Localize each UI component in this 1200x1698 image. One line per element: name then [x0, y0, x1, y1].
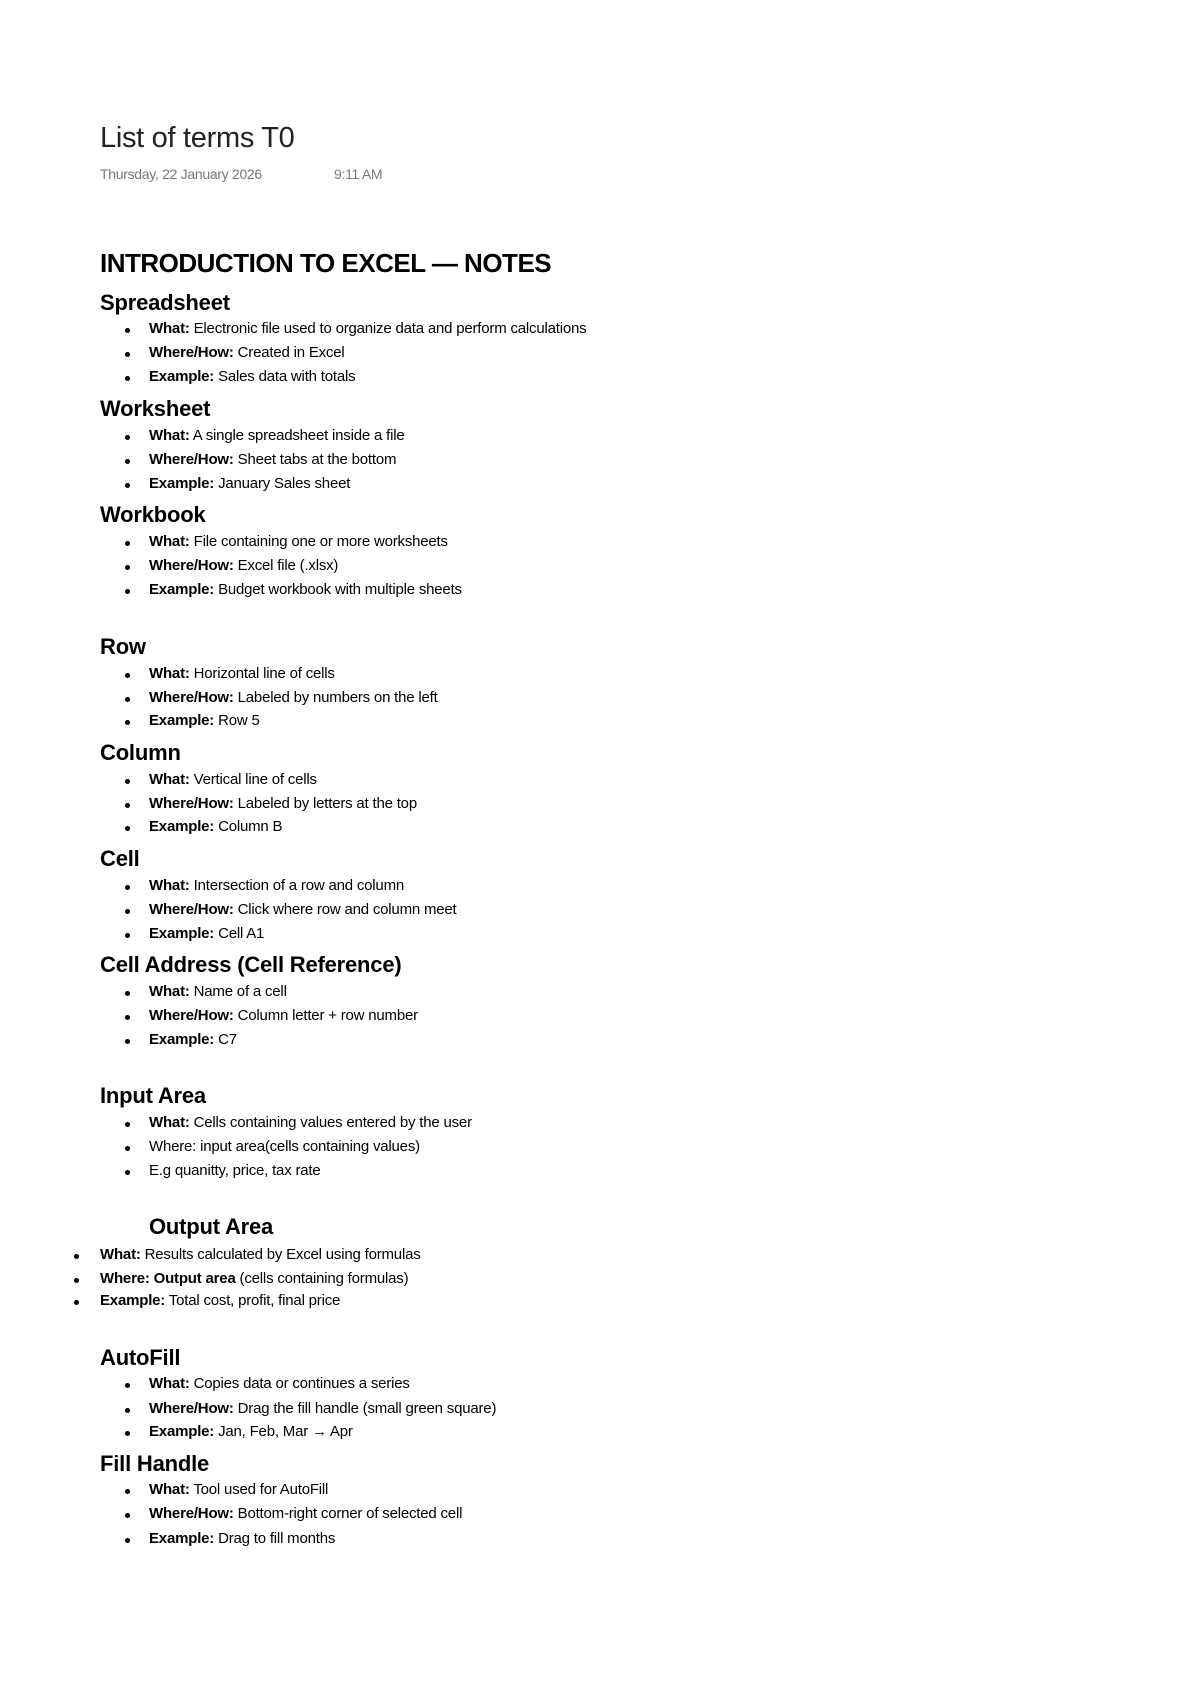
- item-label: Where/How:: [149, 1505, 234, 1522]
- item-label: What:: [149, 1375, 190, 1392]
- list-item: [149, 451, 396, 468]
- list-item: [149, 795, 417, 812]
- list-item: [149, 1423, 353, 1440]
- item-label: Where/How:: [149, 451, 234, 468]
- list-item: [149, 1138, 420, 1155]
- bullet-icon: [125, 483, 130, 488]
- bullet-icon: [125, 933, 130, 938]
- item-text: Column B: [214, 818, 283, 835]
- item-label: What:: [149, 533, 190, 550]
- item-text: Jan, Feb, Mar → Apr: [214, 1423, 353, 1440]
- section-heading: Worksheet: [100, 396, 211, 421]
- list-item: [149, 1375, 410, 1392]
- item-label: What:: [149, 427, 190, 444]
- item-label: Example:: [149, 1530, 215, 1547]
- section-heading: AutoFill: [100, 1345, 181, 1370]
- list-item: [100, 1292, 340, 1309]
- item-text: E.g quanitty, price, tax rate: [149, 1162, 321, 1179]
- item-label: Example:: [100, 1292, 166, 1309]
- item-label: Where/How:: [149, 689, 234, 706]
- bullet-icon: [125, 565, 130, 570]
- list-item: [149, 533, 448, 550]
- item-label: Where/How:: [149, 1400, 234, 1417]
- item-text: Drag the fill handle (small green square): [233, 1400, 497, 1417]
- list-item: [149, 368, 355, 385]
- list-item: [100, 1270, 408, 1287]
- list-item: [149, 427, 404, 444]
- bullet-icon: [125, 1122, 130, 1127]
- list-item: [149, 344, 345, 361]
- list-item: [149, 1530, 335, 1547]
- item-text: Drag to fill months: [214, 1530, 336, 1547]
- bullet-icon: [74, 1278, 79, 1283]
- bullet-icon: [125, 697, 130, 702]
- item-text: Total cost, profit, final price: [165, 1292, 341, 1309]
- item-label: Example:: [149, 818, 215, 835]
- item-text: Results calculated by Excel using formulas: [140, 1246, 421, 1263]
- item-text: Click where row and column meet: [233, 901, 457, 918]
- item-label: What:: [149, 1114, 190, 1131]
- section-heading: Column: [100, 740, 181, 765]
- bullet-icon: [74, 1300, 79, 1305]
- item-label: What:: [149, 877, 190, 894]
- item-text: Electronic file used to organize data and perform calculations: [189, 320, 587, 337]
- list-item: [149, 877, 404, 894]
- item-label: Example:: [149, 1031, 215, 1048]
- item-text: Column letter + row number: [233, 1007, 418, 1024]
- page-time: 9:11 AM: [334, 166, 383, 182]
- bullet-icon: [125, 352, 130, 357]
- item-label: Where/How:: [149, 557, 234, 574]
- item-text: Bottom-right corner of selected cell: [233, 1505, 463, 1522]
- page-title: List of terms T0: [100, 122, 295, 154]
- list-item: [149, 1007, 418, 1024]
- item-label: What:: [149, 1481, 190, 1498]
- bullet-icon: [125, 1431, 130, 1436]
- item-label: Example:: [149, 925, 215, 942]
- item-text: Sales data with totals: [214, 368, 356, 385]
- list-item: [149, 1114, 472, 1131]
- item-text: C7: [214, 1031, 237, 1048]
- item-text: Created in Excel: [233, 344, 345, 361]
- item-text: Labeled by numbers on the left: [233, 689, 438, 706]
- list-item: [149, 771, 317, 788]
- item-text: Sheet tabs at the bottom: [233, 451, 397, 468]
- bullet-icon: [125, 826, 130, 831]
- bullet-icon: [125, 779, 130, 784]
- item-label: What:: [149, 771, 190, 788]
- list-item: [149, 665, 335, 682]
- item-text: File containing one or more worksheets: [189, 533, 448, 550]
- section-heading: Cell Address (Cell Reference): [100, 952, 402, 977]
- bullet-icon: [125, 1039, 130, 1044]
- bullet-icon: [125, 803, 130, 808]
- item-text: Tool used for AutoFill: [189, 1481, 329, 1498]
- bullet-icon: [125, 1146, 130, 1151]
- item-text: Horizontal line of cells: [189, 665, 335, 682]
- bullet-icon: [125, 673, 130, 678]
- item-text: Intersection of a row and column: [189, 877, 405, 894]
- list-item: [149, 1505, 462, 1522]
- cut-off-heading: [100, 1588, 400, 1591]
- section-heading: Input Area: [100, 1083, 206, 1108]
- list-item: [149, 983, 287, 1000]
- list-item: [149, 712, 260, 729]
- bullet-icon: [125, 1015, 130, 1020]
- item-text: Excel file (.xlsx): [233, 557, 339, 574]
- section-heading: Cell: [100, 846, 140, 871]
- item-label: What:: [149, 320, 190, 337]
- item-text: Copies data or continues a series: [189, 1375, 410, 1392]
- bullet-icon: [125, 328, 130, 333]
- item-label: Example:: [149, 1423, 215, 1440]
- bullet-icon: [125, 909, 130, 914]
- item-text: Vertical line of cells: [189, 771, 317, 788]
- bullet-icon: [125, 376, 130, 381]
- list-item: [149, 925, 264, 942]
- item-text: Where: input area(cells containing values): [149, 1138, 420, 1155]
- list-item: [149, 1162, 321, 1179]
- bullet-icon: [125, 720, 130, 725]
- bullet-icon: [125, 541, 130, 546]
- item-label: Where/How:: [149, 795, 234, 812]
- item-label: Example:: [149, 712, 215, 729]
- section-heading: Output Area: [149, 1214, 274, 1239]
- item-label: Example:: [149, 475, 215, 492]
- section-heading: Spreadsheet: [100, 290, 230, 315]
- bullet-icon: [125, 991, 130, 996]
- item-label: What:: [100, 1246, 141, 1263]
- item-text: Cell A1: [214, 925, 265, 942]
- item-text: Labeled by letters at the top: [233, 795, 417, 812]
- list-item: [149, 1031, 237, 1048]
- item-text: (cells containing formulas): [235, 1270, 409, 1287]
- item-label: What:: [149, 983, 190, 1000]
- item-text: January Sales sheet: [214, 475, 351, 492]
- list-item: [149, 320, 586, 337]
- bullet-icon: [125, 885, 130, 890]
- bullet-icon: [125, 1513, 130, 1518]
- list-item: [149, 901, 457, 918]
- bullet-icon: [125, 1538, 130, 1543]
- bullet-icon: [125, 1170, 130, 1175]
- bullet-icon: [125, 435, 130, 440]
- bullet-icon: [74, 1254, 79, 1259]
- item-text: Name of a cell: [189, 983, 287, 1000]
- list-item: [149, 475, 350, 492]
- bullet-icon: [125, 1408, 130, 1413]
- item-label: Example:: [149, 368, 215, 385]
- item-text: A single spreadsheet inside a file: [189, 427, 405, 444]
- section-heading: Row: [100, 634, 146, 659]
- item-label: Example:: [149, 581, 215, 598]
- notes-heading: INTRODUCTION TO EXCEL — NOTES: [100, 248, 552, 278]
- list-item: [149, 689, 438, 706]
- item-label: Where/How:: [149, 1007, 234, 1024]
- item-label: Where/How:: [149, 344, 234, 361]
- item-text: Cells containing values entered by the user: [189, 1114, 472, 1131]
- section-heading: Workbook: [100, 502, 206, 527]
- list-item: [149, 1481, 328, 1498]
- item-text: Budget workbook with multiple sheets: [214, 581, 462, 598]
- item-text: Row 5: [214, 712, 260, 729]
- item-label: What:: [149, 665, 190, 682]
- list-item: [149, 818, 282, 835]
- page-date: Thursday, 22 January 2026: [100, 166, 262, 182]
- item-label: Where: Output area: [100, 1270, 236, 1287]
- list-item: [149, 581, 462, 598]
- list-item: [149, 557, 338, 574]
- bullet-icon: [125, 459, 130, 464]
- bullet-icon: [125, 1489, 130, 1494]
- list-item: [100, 1246, 421, 1263]
- section-heading: Fill Handle: [100, 1451, 210, 1476]
- bullet-icon: [125, 589, 130, 594]
- list-item: [149, 1400, 496, 1417]
- item-label: Where/How:: [149, 901, 234, 918]
- bullet-icon: [125, 1383, 130, 1388]
